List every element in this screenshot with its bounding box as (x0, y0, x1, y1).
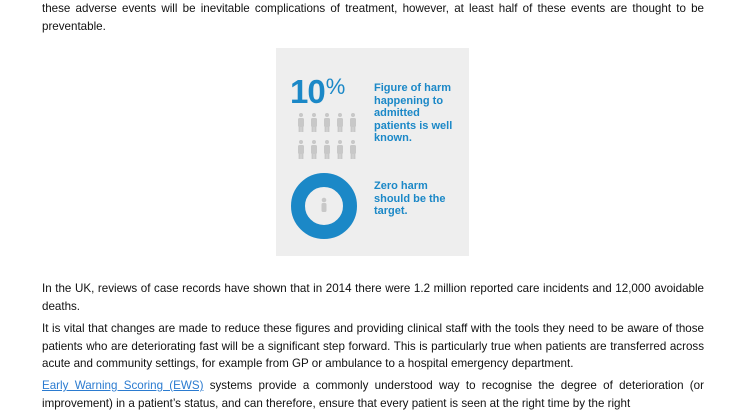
person-icon (324, 113, 330, 132)
person-icon (337, 140, 343, 159)
person-icon (311, 113, 317, 132)
zero-harm-ring-icon (290, 172, 358, 240)
zero-harm-caption: Zero harm should be the target. (374, 180, 446, 217)
percent-value: 10 (290, 73, 325, 110)
paragraph-vital-changes: It is vital that changes are made to reduce these figures and providing clinical staff with the tools they need to be aware of those patients who are deteriorating fast will be a significant step forward. This is particularly true when patients are transferred across acute and community settings, for example from GP or ambulance to a hospital emergency department. (42, 322, 704, 370)
ten-percent-figure (290, 70, 344, 108)
people-icon-grid (294, 110, 360, 162)
ews-text: systems provide a commonly understood way to recognise the degree of deterioration (or improvement) in a patient’s status, and can therefore, ensure that every patient is seen at the right time by the right (42, 379, 704, 410)
ews-link[interactable]: Early Warning Scoring (EWS) (42, 379, 204, 392)
paragraph-uk-reviews: In the UK, reviews of case records have shown that in 2014 there were 1.2 million reported care incidents and 12,000 avoidable deaths. (42, 282, 704, 313)
person-icon (298, 113, 304, 132)
percent-sign: % (325, 74, 345, 99)
person-icon (322, 198, 327, 212)
person-icon (311, 140, 317, 159)
person-icon (350, 113, 356, 132)
person-icon (298, 140, 304, 159)
harm-infographic (276, 48, 469, 256)
person-icon (324, 140, 330, 159)
paragraph-preventable-events: these adverse events will be inevitable complications of treatment, however, at least half of these events are thought to be preventable. (42, 2, 704, 33)
harm-figure-caption: Figure of harm happening to admitted patients is well known. (374, 82, 453, 144)
person-icon (337, 113, 343, 132)
paragraph-ews (42, 377, 704, 412)
person-icon (350, 140, 356, 159)
